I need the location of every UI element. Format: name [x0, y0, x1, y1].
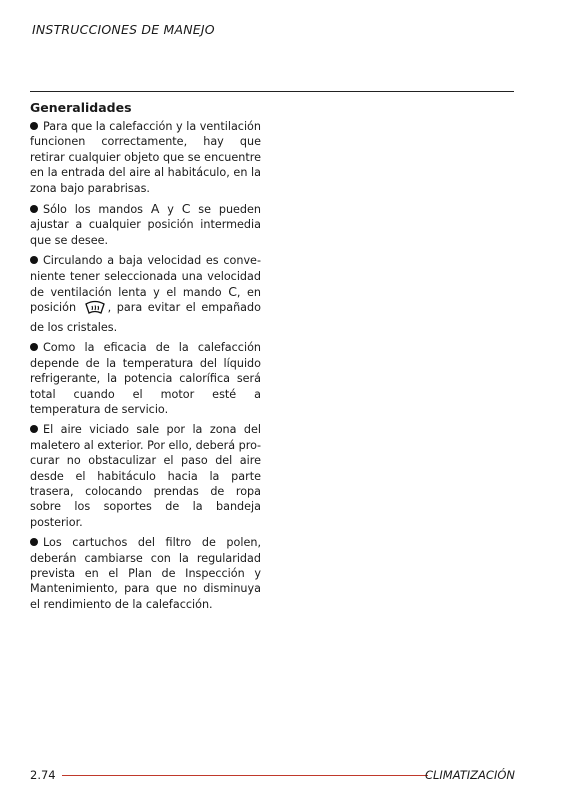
bullet-icon — [30, 256, 38, 264]
footer-section-title: CLIMATIZACIÓN — [424, 768, 515, 782]
paragraph-4: Como la eficacia de la calefacción depende de la temperatura del líquido refrigerante, la potencia calorífica será total cuando el motor esté a temperatura de servicio. — [30, 341, 261, 416]
bullet-icon — [30, 122, 38, 130]
header-title: INSTRUCCIONES DE MANEJO — [32, 22, 215, 37]
windscreen-defrost-icon — [84, 300, 106, 319]
bullet-icon — [30, 425, 38, 433]
paragraph-5: El aire viciado sale por la zona del maletero al exterior. Por ello, deberá procurar no obstaculizar el paso del aire desde el habitáculo hacia la parte trasera, colocando prendas de ropa sobre los soportes de la bandeja posterior. — [30, 423, 261, 529]
paragraph-6: Los cartuchos del filtro de polen, deberán cambiarse con la regularidad prevista en el Plan de Inspección y Mantenimiento, para que no disminuya el rendimiento de la calefacción. — [30, 536, 261, 611]
control-key-c: C — [181, 201, 191, 217]
header-divider — [30, 91, 514, 92]
footer-divider — [62, 775, 428, 776]
section-heading: Generalidades — [30, 100, 132, 115]
bullet-icon — [30, 343, 38, 351]
paragraph-3: Circulando a baja velocidad es conveniente tener seleccionada una velocidad de ventilación lenta y el mando C, en posición , para evitar el empañado de los cristales. — [30, 254, 261, 334]
control-key-c: C — [228, 284, 237, 300]
control-key-a: A — [150, 201, 160, 217]
main-column — [30, 99, 261, 617]
paragraph-1: Para que la calefacción y la ventilación funcionen correctamente, hay que retirar cualquier objeto que se encuentre en la entrada del aire al habitáculo, en la zona bajo parabrisas. — [30, 120, 261, 195]
bullet-icon — [30, 538, 38, 546]
paragraph-2: Sólo los mandos A y C se pueden ajustar a cualquier posición intermedia que se desee. — [30, 201, 262, 247]
bullet-icon — [30, 205, 38, 213]
page-number: 2.74 — [30, 768, 56, 782]
